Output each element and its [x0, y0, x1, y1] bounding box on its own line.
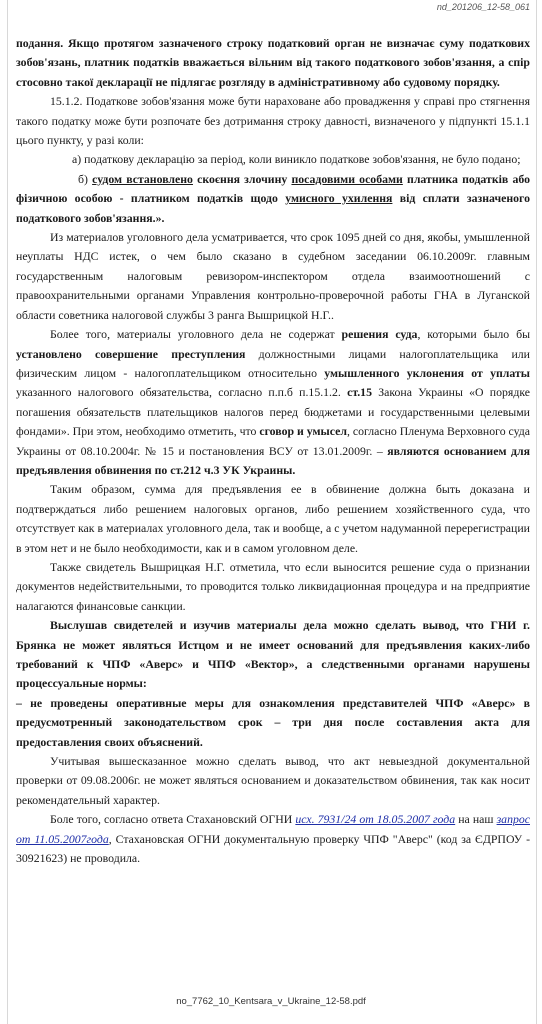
paragraph-item-b — [16, 170, 530, 228]
bold-text: установлено совершение преступления — [16, 346, 246, 361]
text: указанного налогового обязательства, согласно п.п.б п.15.1.2. — [16, 385, 348, 400]
paragraph-violation-item — [16, 694, 530, 752]
text: на наш — [455, 812, 497, 827]
text: Более того, материалы уголовного дела не содержат — [50, 327, 342, 342]
bold-text: – не проведены оперативные меры для ознакомления представителей ЧПФ «Аверс» в предусмотренный законодательством срок – три дня после составления акта для предоставления своих объяснений. — [16, 695, 530, 749]
text: , согласно Пленума Верховного суда Украины от 08.10.2004г. № 15 и постановления ВСУ от 13.01.2009г. – — [16, 424, 531, 458]
bold-underlined-text — [92, 172, 193, 186]
bold-text: від сплати зазначеного податкового зобов'язання.». — [16, 191, 530, 225]
text: а) податкову декларацію за період, коли виникло податкове зобов'язання, не було подано; — [72, 152, 521, 167]
document-body — [16, 34, 530, 868]
bold-text: решения суда — [341, 327, 418, 342]
text: , Стахановская ОГНИ документальную проверку ЧПФ "Аверс" (код за ЄДРПОУ - 30921623) не проводила. — [16, 831, 530, 866]
reference-link-outgoing[interactable]: исх. 7931/24 от 18.05.2007 года — [295, 812, 456, 827]
text: , которыми было бы — [417, 327, 530, 342]
underlined-text: судом встановлено — [92, 171, 193, 186]
paragraph-ogni-reply — [16, 810, 530, 868]
bold-text: сговор и умысел — [259, 424, 347, 439]
underlined-text: посадовими особами — [291, 171, 403, 186]
document-page — [7, 0, 537, 1024]
text: Учитывая вышесказанное можно сделать вывод, что акт невыездной документальной проверки от 09.08.2006г. не может являться основанием и доказательством обвинения, так как носит рекомендательный характер. — [16, 754, 530, 807]
bold-underlined-text — [291, 172, 402, 186]
bold-text: являются основанием для предъявления обвинения по ст.212 ч.3 УК Украины. — [16, 443, 530, 477]
paragraph-15-1-2 — [16, 92, 530, 150]
text: должностными лицами налогоплательщика или физическим лицом - налогоплательщиком относительно — [16, 346, 530, 380]
text: Боле того, согласно ответа Стахановский ОГНИ — [50, 812, 296, 827]
paragraph-term-expired — [16, 228, 530, 325]
text: 15.1.2. Податкове зобов'язання може бути нараховане або провадження у справі про стягнення такого податку може бути розпочате без дотримання строку давності, визначеного у підпункті 15.1.1 цього пункту, у разі коли: — [16, 94, 530, 148]
text: Также свидетель Вышрицкая Н.Г. отметила, что если выносится решение суда о признании документов недействительными, то проводится только ликвидационная процедура и на предприятие налагаются финансовые санкции. — [16, 559, 530, 613]
paragraph-witness — [16, 558, 530, 616]
text: Из материалов уголовного дела усматривается, что срок 1095 дней со дня, якобы, умышленной неуплаты НДС истек, о чем было сказано в судебном заседании 06.10.2009г. главным государственным налоговым ревизором-инспектором отдела взаимоотношений с правоохранительными органами Управления контрольно-проверочной работы ГНА в Луганской области советника налоговой службы 3 ранга Вышрицкой Н.Г.. — [16, 230, 530, 322]
paragraph-item-a — [16, 150, 530, 169]
bold-text: умышленного уклонения от уплаты — [324, 365, 530, 380]
bold-text: скоєння злочину — [192, 171, 292, 186]
underlined-text: умисного ухилення — [285, 191, 393, 206]
paragraph-inspection-act — [16, 752, 530, 810]
bold-text: платника податків або фізичною особою - платником податків щодо — [16, 171, 530, 206]
document-id-stamp: nd_201206_12-58_061 — [436, 2, 530, 12]
paragraph-no-court-decision — [16, 325, 530, 480]
bold-text: подання. Якщо протягом зазначеного строку податковий орган не визначає суму податкових зобов'язань, платник податків вважається вільним від такого податкового зобов'язання, а спір стосовно такої декларації не підлягає розгляду в адміністративному або судовому порядку. — [16, 36, 530, 89]
bold-underlined-text — [285, 191, 392, 205]
text: Закона Украины «О порядке погашения обязательств плательщиков налогов перед бюджетами и государственными целевыми фондами». При этом, необходимо отметить, что — [16, 385, 530, 439]
bold-text: Выслушав свидетелей и изучив материалы дела можно сделать вывод, что ГНИ г. Брянка не может являться Истцом и не имеет оснований для предъявления каких-либо требований к ЧПФ «Аверс» и ЧПФ «Вектор», а следственными органами нарушены процессуальные нормы: — [16, 618, 530, 691]
text: б) — [78, 171, 93, 186]
footer-filename: no_7762_10_Kentsara_v_Ukraine_12-58.pdf — [176, 996, 366, 1007]
paragraph-conclusion — [16, 616, 530, 694]
paragraph-ukr-intro — [16, 34, 530, 92]
bold-text: ст.15 — [347, 385, 372, 400]
text: Таким образом, сумма для предъявления ее в обвинение должна быть доказана и подтверждаться либо решением налоговых органов, либо решением хозяйственного суда, что отсутствует как в материалах уголовного дела, так и вообще, а с учетом надуманной перерегистрации в этом нет и не было необходимости, как и в самом уголовном деле. — [16, 482, 530, 555]
reference-link-request[interactable]: запрос от 11.05.2007года — [16, 812, 530, 846]
paragraph-must-be-proven — [16, 480, 530, 558]
